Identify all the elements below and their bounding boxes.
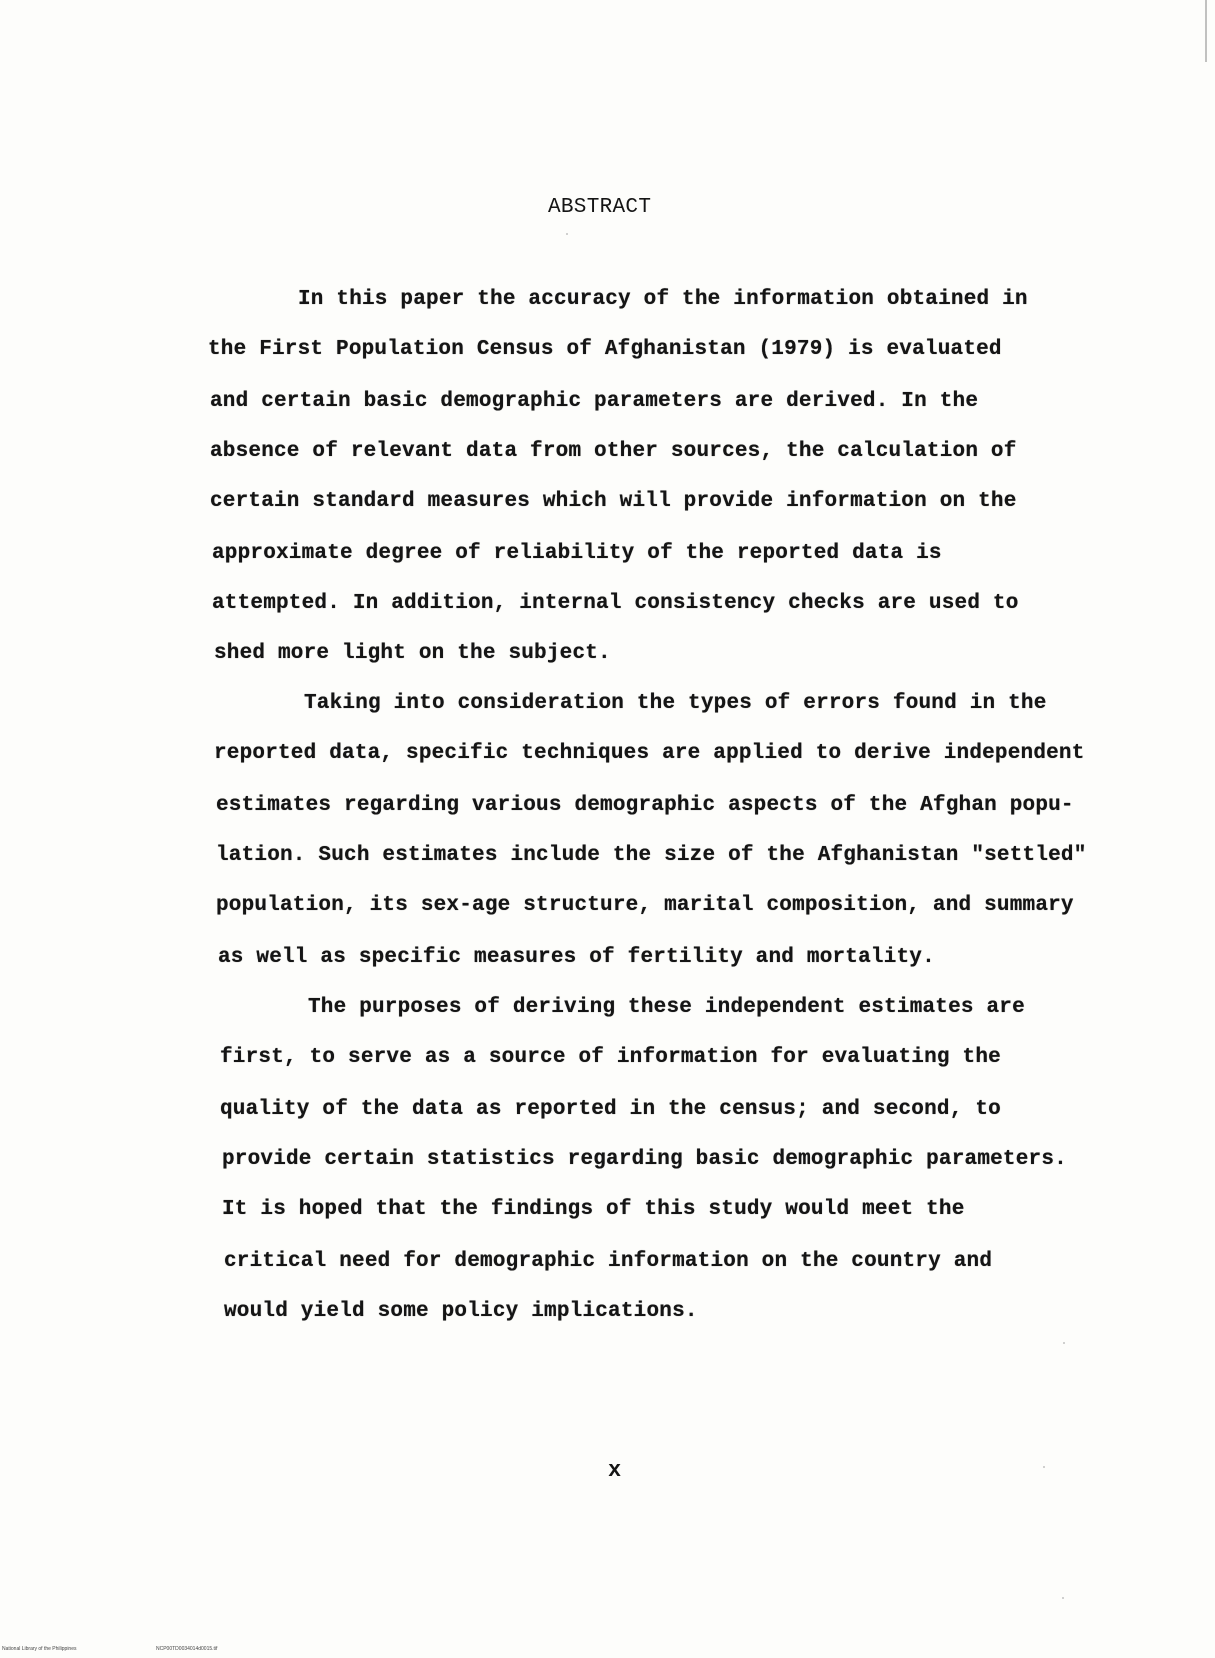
page-number: x <box>608 1458 622 1483</box>
text-line: Taking into consideration the types of errors found in the <box>304 692 1047 715</box>
text-line: the First Population Census of Afghanistan (1979) is evaluated <box>208 338 1002 361</box>
scan-speck <box>566 233 568 235</box>
text-line: approximate degree of reliability of the reported data is <box>212 542 942 565</box>
text-line: attempted. In addition, internal consistency checks are used to <box>212 592 1019 615</box>
text-line: absence of relevant data from other sources, the calculation of <box>210 440 1017 463</box>
scan-speck <box>1043 1466 1045 1468</box>
text-line: reported data, specific techniques are applied to derive independent <box>214 742 1085 765</box>
text-line: In this paper the accuracy of the information obtained in <box>298 288 1028 311</box>
text-line: certain standard measures which will provide information on the <box>210 490 1017 513</box>
abstract-title: ABSTRACT <box>548 196 652 219</box>
scan-edge-mark <box>1205 0 1207 62</box>
scan-speck <box>1062 1597 1064 1599</box>
text-line: estimates regarding various demographic aspects of the Afghan popu- <box>216 794 1074 817</box>
text-line: population, its sex-age structure, marital composition, and summary <box>216 894 1074 917</box>
text-line: critical need for demographic information on the country and <box>224 1250 993 1273</box>
text-line: first, to serve as a source of information for evaluating the <box>220 1046 1001 1069</box>
text-line: The purposes of deriving these independent estimates are <box>308 996 1025 1019</box>
text-line: provide certain statistics regarding basic demographic parameters. <box>222 1148 1067 1171</box>
text-line: and certain basic demographic parameters are derived. In the <box>210 390 979 413</box>
text-line: shed more light on the subject. <box>214 642 611 665</box>
text-line: quality of the data as reported in the census; and second, to <box>220 1098 1001 1121</box>
scan-speck <box>1063 1342 1065 1344</box>
text-line: as well as specific measures of fertility and mortality. <box>218 946 935 969</box>
text-line: It is hoped that the findings of this study would meet the <box>222 1198 965 1221</box>
footer-library-label: National Library of the Philippines <box>2 1646 77 1652</box>
text-line: would yield some policy implications. <box>224 1300 698 1323</box>
text-line: lation. Such estimates include the size of the Afghanistan "settled" <box>216 844 1087 867</box>
footer-file-label: NCP00TD0034014d0015.tif <box>156 1646 218 1652</box>
